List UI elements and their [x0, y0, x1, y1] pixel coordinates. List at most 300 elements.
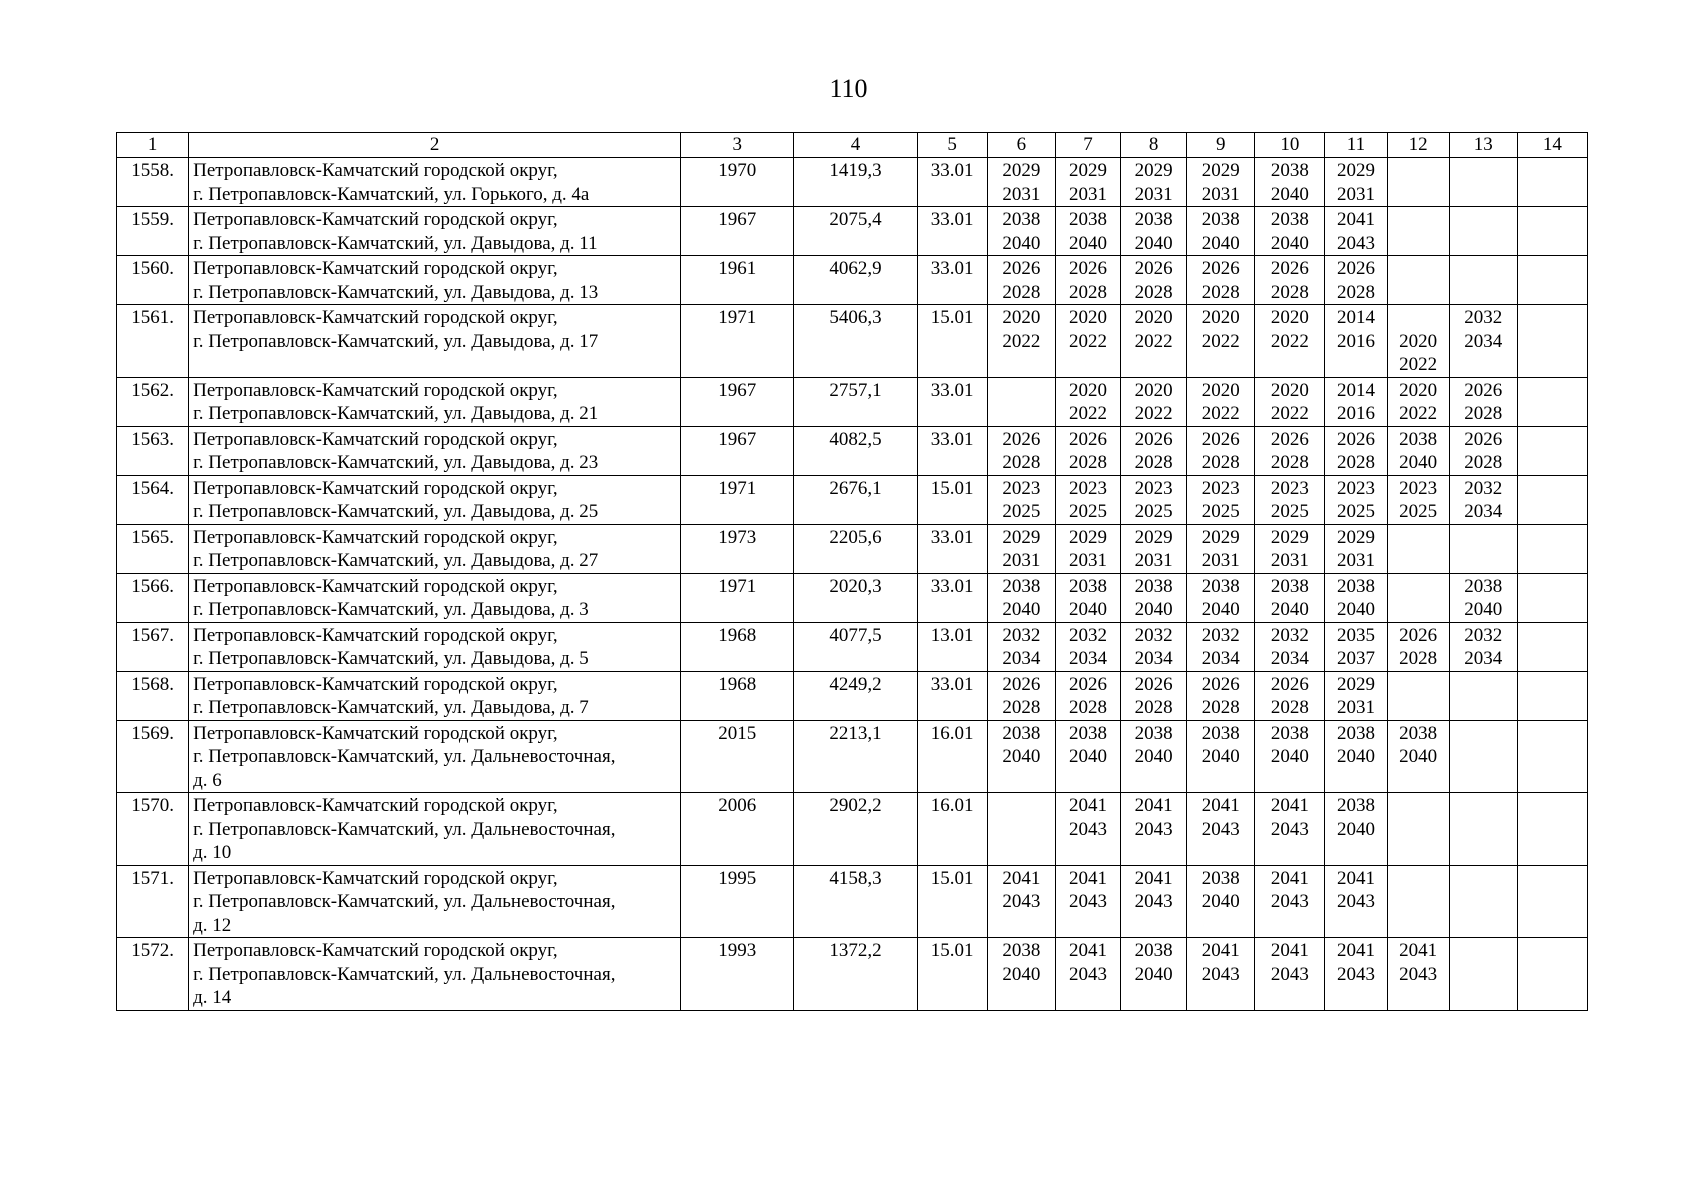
- period-year: 2038: [1336, 795, 1375, 816]
- year-built-cell: 1995: [681, 865, 794, 938]
- period-cell-col-6: [987, 938, 1055, 1011]
- code-cell: 33.01: [917, 671, 987, 720]
- period-year: 2040: [1002, 232, 1041, 254]
- period-year: 2020: [1399, 379, 1438, 401]
- table-row: [117, 256, 1588, 305]
- period-cell-col-11: [1325, 865, 1387, 938]
- address-cell: [189, 158, 681, 207]
- period-year: 2032: [1464, 477, 1503, 499]
- code-cell: 16.01: [917, 793, 987, 866]
- period-cell-col-10: [1255, 573, 1325, 622]
- period-cell-col-11: [1325, 158, 1387, 207]
- address-line: Петропавловск-Камчатский городской округ,: [193, 477, 558, 499]
- address-cell: [189, 865, 681, 938]
- period-cell-col-7: [1055, 793, 1120, 866]
- period-year: 2031: [1201, 183, 1240, 205]
- period-year: 2026: [1068, 258, 1107, 279]
- period-cell-col-8: [1121, 377, 1187, 426]
- address-line: Петропавловск-Камчатский городской округ,: [193, 209, 558, 230]
- period-year: 2038: [1002, 722, 1041, 744]
- period-cell-col-9: [1187, 793, 1255, 866]
- row-number-cell: 1568.: [117, 671, 189, 720]
- period-year: 2026: [1002, 428, 1041, 450]
- period-year: 2022: [1270, 403, 1309, 424]
- area-cell: 2757,1: [794, 377, 917, 426]
- column-header: 7: [1055, 133, 1120, 158]
- period-cell-col-10: [1255, 256, 1325, 305]
- period-cell-col-10: [1255, 865, 1325, 938]
- period-year: 2020: [1201, 307, 1240, 328]
- period-year: 2038: [1002, 209, 1041, 230]
- year-built-cell: 1967: [681, 426, 794, 475]
- period-cell-col-9: [1187, 426, 1255, 475]
- area-cell: 2676,1: [794, 475, 917, 524]
- year-built-cell: 1971: [681, 305, 794, 378]
- period-year: 2038: [1134, 209, 1173, 230]
- row-number-cell: 1566.: [117, 573, 189, 622]
- address-cell: [189, 475, 681, 524]
- period-year: 2034: [1464, 330, 1503, 352]
- period-year: 2038: [1399, 722, 1438, 744]
- table-row: [117, 207, 1588, 256]
- address-line: г. Петропавловск-Камчатский, ул. Дальневосточная,: [193, 746, 616, 767]
- period-cell-col-11: [1325, 377, 1387, 426]
- period-year: 2028: [1002, 697, 1041, 718]
- period-year: 2022: [1134, 330, 1173, 352]
- period-cell-col-8: [1121, 256, 1187, 305]
- area-cell: 4158,3: [794, 865, 917, 938]
- period-year: 2040: [1201, 891, 1240, 912]
- period-cell-col-13: [1449, 865, 1517, 938]
- period-year: 2026: [1336, 258, 1375, 279]
- row-number-cell: 1563.: [117, 426, 189, 475]
- period-cell-col-6: [987, 573, 1055, 622]
- period-year: 2031: [1336, 183, 1375, 205]
- period-cell-col-13: [1449, 793, 1517, 866]
- area-cell: 2902,2: [794, 793, 917, 866]
- period-cell-col-10: [1255, 938, 1325, 1011]
- period-year: 2031: [1201, 550, 1240, 571]
- period-cell-col-14: [1517, 158, 1587, 207]
- column-header: 14: [1517, 133, 1587, 158]
- period-year: 2038: [1002, 940, 1041, 961]
- period-year: 2043: [1336, 891, 1375, 912]
- period-year: 2043: [1068, 818, 1107, 840]
- year-built-cell: 1967: [681, 377, 794, 426]
- area-cell: 2205,6: [794, 524, 917, 573]
- period-cell-col-9: [1187, 256, 1255, 305]
- period-year: 2029: [1336, 160, 1375, 181]
- address-cell: [189, 671, 681, 720]
- period-year: 2020: [1068, 307, 1107, 328]
- table-row: [117, 793, 1588, 866]
- area-cell: 4077,5: [794, 622, 917, 671]
- period-year: 2031: [1002, 183, 1041, 205]
- period-cell-col-12: [1387, 426, 1449, 475]
- period-year: 2029: [1134, 160, 1173, 181]
- address-cell: [189, 256, 681, 305]
- period-cell-col-9: [1187, 938, 1255, 1011]
- year-built-cell: 1971: [681, 573, 794, 622]
- period-year: 2041: [1134, 795, 1173, 816]
- cell-spacer: [1392, 306, 1445, 330]
- period-year: 2041: [1336, 209, 1375, 230]
- period-year: 2026: [1068, 673, 1107, 695]
- address-cell: [189, 426, 681, 475]
- period-cell-col-6: [987, 720, 1055, 793]
- address-line: г. Петропавловск-Камчатский, ул. Давыдова, д. 27: [193, 550, 599, 571]
- period-cell-col-10: [1255, 305, 1325, 378]
- period-cell-col-12: [1387, 207, 1449, 256]
- period-year: 2026: [1270, 428, 1309, 450]
- table-row: [117, 938, 1588, 1011]
- table-row: [117, 720, 1588, 793]
- period-cell-col-6: [987, 207, 1055, 256]
- period-cell-col-7: [1055, 938, 1120, 1011]
- column-header: 8: [1121, 133, 1187, 158]
- year-built-cell: 1968: [681, 671, 794, 720]
- period-cell-col-9: [1187, 524, 1255, 573]
- period-year: 2031: [1068, 183, 1107, 205]
- period-cell-col-6: [987, 426, 1055, 475]
- period-year: 2022: [1270, 330, 1309, 352]
- period-cell-col-10: [1255, 207, 1325, 256]
- period-cell-col-13: [1449, 720, 1517, 793]
- address-line: Петропавловск-Камчатский городской округ,: [193, 258, 558, 279]
- period-year: 2041: [1134, 867, 1173, 889]
- period-year: 2026: [1270, 673, 1309, 695]
- period-year: 2020: [1002, 307, 1041, 328]
- period-year: 2025: [1399, 501, 1438, 522]
- period-year: 2028: [1270, 452, 1309, 473]
- period-cell-col-13: [1449, 671, 1517, 720]
- table-row: [117, 426, 1588, 475]
- period-cell-col-10: [1255, 524, 1325, 573]
- period-year: 2031: [1134, 550, 1173, 571]
- period-year: 2040: [1134, 963, 1173, 985]
- period-year: 2025: [1068, 501, 1107, 522]
- period-cell-col-10: [1255, 426, 1325, 475]
- code-cell: 33.01: [917, 573, 987, 622]
- address-line: д. 12: [193, 914, 232, 936]
- period-year: 2032: [1464, 624, 1503, 646]
- column-header: 3: [681, 133, 794, 158]
- address-line: Петропавловск-Камчатский городской округ,: [193, 526, 558, 548]
- code-cell: 16.01: [917, 720, 987, 793]
- column-header: 4: [794, 133, 917, 158]
- address-cell: [189, 207, 681, 256]
- period-year: 2040: [1068, 599, 1107, 620]
- period-cell-col-6: [987, 305, 1055, 378]
- address-line: Петропавловск-Камчатский городской округ,: [193, 624, 558, 646]
- period-year: 2029: [1270, 526, 1309, 548]
- row-number-cell: 1564.: [117, 475, 189, 524]
- period-year: 2041: [1270, 795, 1309, 816]
- period-cell-col-13: [1449, 207, 1517, 256]
- period-cell-col-8: [1121, 305, 1187, 378]
- period-cell-col-6: [987, 524, 1055, 573]
- year-built-cell: 1967: [681, 207, 794, 256]
- period-year: 2028: [1464, 452, 1503, 473]
- table-row: [117, 573, 1588, 622]
- period-cell-col-13: [1449, 524, 1517, 573]
- code-cell: 33.01: [917, 207, 987, 256]
- code-cell: 15.01: [917, 938, 987, 1011]
- period-cell-col-11: [1325, 426, 1387, 475]
- period-year: 2040: [1399, 746, 1438, 767]
- address-cell: [189, 305, 681, 378]
- column-header: 2: [189, 133, 681, 158]
- code-cell: 33.01: [917, 426, 987, 475]
- period-year: 2026: [1201, 258, 1240, 279]
- period-cell-col-13: [1449, 256, 1517, 305]
- code-cell: 15.01: [917, 865, 987, 938]
- period-cell-col-12: [1387, 305, 1449, 378]
- period-cell-col-6: [987, 256, 1055, 305]
- period-year: 2038: [1002, 575, 1041, 597]
- address-line: Петропавловск-Камчатский городской округ,: [193, 379, 558, 401]
- period-cell-col-7: [1055, 256, 1120, 305]
- period-year: 2028: [1068, 452, 1107, 473]
- period-year: 2038: [1201, 209, 1240, 230]
- period-year: 2026: [1134, 673, 1173, 695]
- period-year: 2032: [1134, 624, 1173, 646]
- period-cell-col-12: [1387, 475, 1449, 524]
- period-year: 2043: [1068, 963, 1107, 985]
- period-cell-col-12: [1387, 256, 1449, 305]
- period-year: 2025: [1270, 501, 1309, 522]
- area-cell: 4249,2: [794, 671, 917, 720]
- period-cell-col-13: [1449, 426, 1517, 475]
- period-year: 2038: [1270, 722, 1309, 744]
- period-cell-col-7: [1055, 158, 1120, 207]
- period-year: 2040: [1399, 452, 1438, 473]
- period-cell-col-6: [987, 865, 1055, 938]
- period-year: 2040: [1134, 746, 1173, 767]
- period-year: 2026: [1002, 258, 1041, 279]
- year-built-cell: 1971: [681, 475, 794, 524]
- period-year: 2028: [1002, 281, 1041, 303]
- period-cell-col-11: [1325, 524, 1387, 573]
- address-line: д. 14: [193, 987, 232, 1008]
- area-cell: 1372,2: [794, 938, 917, 1011]
- period-year: 2028: [1068, 281, 1107, 303]
- period-year: 2041: [1270, 867, 1309, 889]
- period-cell-col-10: [1255, 793, 1325, 866]
- period-year: 2022: [1068, 330, 1107, 352]
- row-number-cell: 1569.: [117, 720, 189, 793]
- period-year: 2034: [1201, 648, 1240, 669]
- period-year: 2020: [1399, 330, 1438, 352]
- period-year: 2022: [1201, 330, 1240, 352]
- period-cell-col-9: [1187, 865, 1255, 938]
- period-year: 2040: [1336, 599, 1375, 620]
- table-row: [117, 475, 1588, 524]
- period-cell-col-7: [1055, 475, 1120, 524]
- year-built-cell: 1968: [681, 622, 794, 671]
- period-year: 2041: [1201, 795, 1240, 816]
- period-cell-col-14: [1517, 622, 1587, 671]
- table-row: [117, 671, 1588, 720]
- data-table: [116, 132, 1588, 1011]
- address-line: Петропавловск-Камчатский городской округ,: [193, 795, 558, 816]
- period-cell-col-12: [1387, 720, 1449, 793]
- code-cell: 13.01: [917, 622, 987, 671]
- period-year: 2028: [1134, 697, 1173, 718]
- period-year: 2038: [1399, 428, 1438, 450]
- period-year: 2043: [1068, 891, 1107, 912]
- period-cell-col-9: [1187, 475, 1255, 524]
- period-year: 2026: [1270, 258, 1309, 279]
- period-year: 2041: [1068, 867, 1107, 889]
- address-cell: [189, 793, 681, 866]
- period-cell-col-9: [1187, 158, 1255, 207]
- period-cell-col-8: [1121, 720, 1187, 793]
- period-cell-col-12: [1387, 938, 1449, 1011]
- period-year: 2040: [1336, 818, 1375, 840]
- period-year: 2040: [1068, 232, 1107, 254]
- table-row: [117, 158, 1588, 207]
- address-line: г. Петропавловск-Камчатский, ул. Давыдова, д. 25: [193, 501, 599, 522]
- address-cell: [189, 573, 681, 622]
- page-number: 110: [829, 74, 868, 103]
- address-cell: [189, 377, 681, 426]
- period-year: 2037: [1336, 648, 1375, 669]
- period-year: 2028: [1134, 452, 1173, 473]
- period-year: 2038: [1464, 575, 1503, 597]
- period-year: 2043: [1270, 963, 1309, 985]
- period-year: 2032: [1270, 624, 1309, 646]
- period-year: 2025: [1134, 501, 1173, 522]
- code-cell: 33.01: [917, 256, 987, 305]
- period-cell-col-10: [1255, 158, 1325, 207]
- address-line: Петропавловск-Камчатский городской округ,: [193, 867, 558, 889]
- period-year: 2038: [1201, 722, 1240, 744]
- address-line: г. Петропавловск-Камчатский, ул. Давыдова, д. 5: [193, 648, 589, 669]
- row-number-cell: 1565.: [117, 524, 189, 573]
- period-cell-col-9: [1187, 207, 1255, 256]
- period-cell-col-7: [1055, 671, 1120, 720]
- period-cell-col-12: [1387, 377, 1449, 426]
- period-cell-col-7: [1055, 622, 1120, 671]
- period-year: 2023: [1336, 477, 1375, 499]
- period-cell-col-9: [1187, 671, 1255, 720]
- address-line: Петропавловск-Камчатский городской округ,: [193, 940, 558, 961]
- period-year: 2022: [1399, 403, 1438, 424]
- period-year: 2043: [1002, 891, 1041, 912]
- period-year: 2043: [1270, 891, 1309, 912]
- period-year: 2040: [1336, 746, 1375, 767]
- period-cell-col-10: [1255, 377, 1325, 426]
- table-row: [117, 524, 1588, 573]
- period-year: 2040: [1002, 746, 1041, 767]
- area-cell: 2020,3: [794, 573, 917, 622]
- address-line: Петропавловск-Камчатский городской округ,: [193, 160, 558, 181]
- period-cell-col-14: [1517, 573, 1587, 622]
- period-cell-col-9: [1187, 377, 1255, 426]
- period-year: 2026: [1399, 624, 1438, 646]
- period-year: 2038: [1068, 722, 1107, 744]
- period-year: 2041: [1068, 940, 1107, 961]
- period-cell-col-14: [1517, 865, 1587, 938]
- code-cell: 33.01: [917, 158, 987, 207]
- period-year: 2040: [1201, 746, 1240, 767]
- period-year: 2040: [1464, 599, 1503, 620]
- code-cell: 33.01: [917, 524, 987, 573]
- period-cell-col-7: [1055, 720, 1120, 793]
- address-cell: [189, 622, 681, 671]
- period-year: 2032: [1068, 624, 1107, 646]
- period-year: 2041: [1336, 940, 1375, 961]
- period-year: 2028: [1068, 697, 1107, 718]
- period-year: 2041: [1002, 867, 1041, 889]
- period-cell-col-10: [1255, 475, 1325, 524]
- period-year: 2026: [1201, 673, 1240, 695]
- period-year: 2038: [1201, 575, 1240, 597]
- address-line: Петропавловск-Камчатский городской округ,: [193, 575, 558, 597]
- period-cell-col-12: [1387, 158, 1449, 207]
- period-year: 2016: [1336, 330, 1375, 352]
- period-cell-col-8: [1121, 475, 1187, 524]
- period-year: 2029: [1336, 526, 1375, 548]
- period-year: 2043: [1134, 891, 1173, 912]
- period-year: 2029: [1002, 160, 1041, 181]
- period-year: 2043: [1399, 963, 1438, 985]
- period-cell-col-11: [1325, 256, 1387, 305]
- period-cell-col-8: [1121, 426, 1187, 475]
- period-year: 2038: [1336, 722, 1375, 744]
- period-cell-col-8: [1121, 793, 1187, 866]
- period-year: 2038: [1134, 575, 1173, 597]
- period-year: 2028: [1464, 403, 1503, 424]
- period-year: 2040: [1201, 232, 1240, 254]
- period-year: 2041: [1201, 940, 1240, 961]
- period-year: 2040: [1270, 232, 1309, 254]
- period-year: 2038: [1134, 722, 1173, 744]
- area-cell: 4062,9: [794, 256, 917, 305]
- period-year: 2022: [1201, 403, 1240, 424]
- period-year: 2028: [1201, 452, 1240, 473]
- period-year: 2020: [1270, 307, 1309, 328]
- address-line: д. 6: [193, 769, 222, 791]
- address-line: г. Петропавловск-Камчатский, ул. Давыдова, д. 23: [193, 452, 599, 473]
- period-cell-col-10: [1255, 622, 1325, 671]
- period-year: 2040: [1134, 599, 1173, 620]
- period-cell-col-11: [1325, 475, 1387, 524]
- period-year: 2026: [1134, 428, 1173, 450]
- table-row: [117, 622, 1588, 671]
- period-year: 2043: [1201, 818, 1240, 840]
- period-year: 2031: [1270, 550, 1309, 571]
- period-cell-col-6: [987, 377, 1055, 426]
- period-year: 2040: [1270, 746, 1309, 767]
- column-header: 6: [987, 133, 1055, 158]
- row-number-cell: 1559.: [117, 207, 189, 256]
- column-header: 9: [1187, 133, 1255, 158]
- period-cell-col-6: [987, 158, 1055, 207]
- period-year: 2028: [1336, 452, 1375, 473]
- period-cell-col-9: [1187, 305, 1255, 378]
- period-cell-col-6: [987, 622, 1055, 671]
- period-year: 2038: [1270, 209, 1309, 230]
- period-year: 2014: [1336, 307, 1375, 328]
- period-year: 2022: [1399, 354, 1438, 375]
- period-year: 2040: [1201, 599, 1240, 620]
- period-year: 2034: [1134, 648, 1173, 669]
- address-line: г. Петропавловск-Камчатский, ул. Давыдова, д. 11: [193, 232, 598, 254]
- period-cell-col-12: [1387, 524, 1449, 573]
- period-cell-col-6: [987, 671, 1055, 720]
